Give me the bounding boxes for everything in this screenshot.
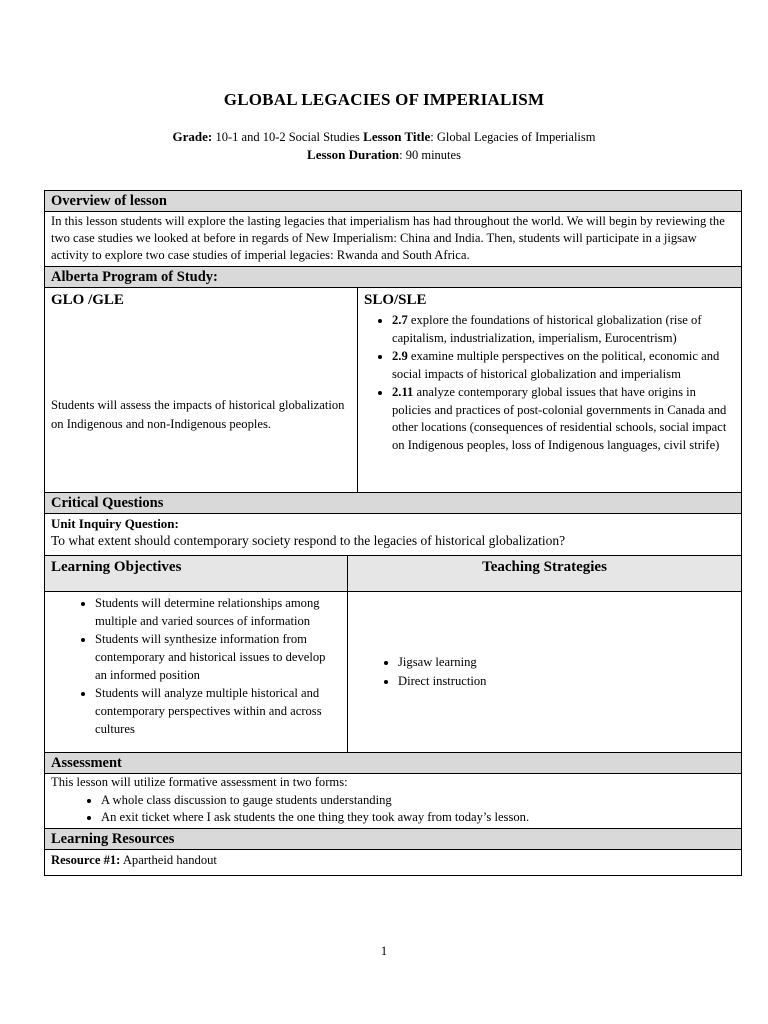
assessment-item: • A whole class discussion to gauge students understanding bbox=[101, 792, 725, 810]
slo-item bbox=[392, 312, 733, 347]
unit-inquiry-label: Unit Inquiry Question: bbox=[51, 516, 179, 531]
lesson-plan-table bbox=[44, 190, 742, 876]
slo-text: explore the foundations of historical globalization (rise of capitalism, industrialization, imperialism, Eurocentrism) bbox=[392, 313, 702, 345]
document-title: GLOBAL LEGACIES OF IMPERIALISM bbox=[223, 90, 545, 109]
glo-text: Students will assess the impacts of historical globalization on Indigenous and non-Indigenous peoples. bbox=[51, 398, 345, 431]
assessment-list bbox=[51, 792, 735, 827]
slo-text: examine multiple perspectives on the political, economic and social impacts of historical globalization and imperialism bbox=[392, 349, 720, 381]
unit-inquiry-question: To what extent should contemporary society respond to the legacies of historical globalization? bbox=[51, 533, 566, 548]
objective-item: • Students will synthesize information from contemporary and historical issues to develop an informed position bbox=[95, 630, 337, 684]
lesson-meta-line-1 bbox=[0, 129, 768, 145]
grade-label: Grade: bbox=[172, 129, 213, 144]
objectives-cell bbox=[45, 592, 348, 752]
objectives-list bbox=[45, 594, 347, 738]
duration-label: Lesson Duration bbox=[307, 147, 400, 162]
slo-item bbox=[392, 384, 733, 454]
slo-code: 2.11 bbox=[392, 385, 414, 399]
resource-label: Resource #1: bbox=[51, 852, 121, 867]
learning-body-row bbox=[45, 592, 741, 753]
critical-questions-heading: Critical Questions bbox=[45, 493, 741, 514]
program-row bbox=[45, 288, 741, 493]
page-number: 1 bbox=[380, 944, 388, 958]
overview-heading: Overview of lesson bbox=[45, 191, 741, 212]
slo-item bbox=[392, 348, 733, 383]
program-heading: Alberta Program of Study: bbox=[45, 267, 741, 288]
glo-column bbox=[45, 288, 358, 492]
slo-heading: SLO/SLE bbox=[364, 292, 427, 308]
objective-item: • Students will determine relationships among multiple and varied sources of information bbox=[95, 594, 337, 630]
overview-text: In this lesson students will explore the lasting legacies that imperialism has had throughout the world. We will begin by reviewing the two case studies we looked at before in regards of New Imperialism: China and India. Then, students will participate in a jigsaw activity to explore two case studies of imperial legacies: Rwanda and South Africa. bbox=[45, 212, 741, 267]
lesson-title-label: Lesson Title bbox=[363, 129, 431, 144]
glo-heading: GLO /GLE bbox=[51, 292, 124, 308]
slo-column bbox=[358, 288, 741, 492]
slo-code: 2.7 bbox=[392, 313, 408, 327]
learning-objectives-heading: Learning Objectives bbox=[45, 556, 348, 591]
assessment-body bbox=[45, 774, 741, 829]
strategy-item: • Direct instruction bbox=[398, 672, 486, 691]
strategies-list bbox=[348, 653, 496, 691]
assessment-item: • An exit ticket where I ask students the one thing they took away from today’s lesson. bbox=[101, 809, 725, 827]
slo-list bbox=[358, 312, 741, 457]
learning-resources-heading: Learning Resources bbox=[45, 829, 741, 850]
resource-line bbox=[45, 850, 741, 875]
slo-code: 2.9 bbox=[392, 349, 408, 363]
duration-value: : 90 minutes bbox=[399, 148, 461, 162]
critical-questions-body bbox=[45, 514, 741, 556]
slo-text: analyze contemporary global issues that have origins in policies and practices of post-colonial governments in Canada and other locations (consequences of residential schools, social impact on Indigenous peoples, loss of Indigenous languages, civil strife) bbox=[392, 385, 727, 452]
lesson-title-value: : Global Legacies of Imperialism bbox=[430, 130, 596, 144]
assessment-heading: Assessment bbox=[45, 753, 741, 774]
strategies-cell bbox=[348, 592, 741, 752]
objective-item: • Students will analyze multiple historical and contemporary perspectives within and across cultures bbox=[95, 684, 337, 738]
teaching-strategies-heading: Teaching Strategies bbox=[348, 556, 741, 591]
resource-value: Apartheid handout bbox=[120, 852, 217, 867]
grade-value: 10-1 and 10-2 Social Studies bbox=[215, 130, 360, 144]
strategy-item: • Jigsaw learning bbox=[398, 653, 486, 672]
lesson-meta-line-2 bbox=[0, 147, 768, 163]
learning-headers-row bbox=[45, 556, 741, 592]
assessment-intro: This lesson will utilize formative assessment in two forms: bbox=[51, 775, 348, 789]
